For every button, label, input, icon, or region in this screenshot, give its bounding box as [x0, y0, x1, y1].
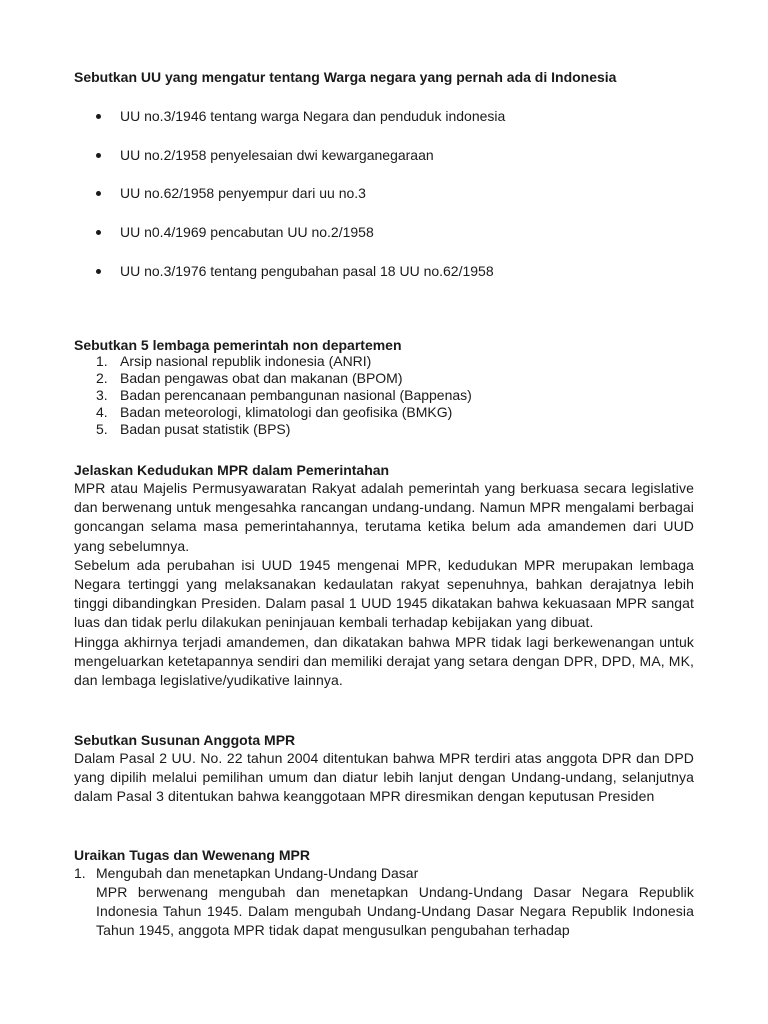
paragraph: Sebelum ada perubahan isi UUD 1945 mengenai MPR, kedudukan MPR merupakan lembaga Negara tertinggi yang melaksanakan kedaulatan rakyat sepenuhnya, bahkan derajatnya lebih tinggi dibandingkan Presiden. Dalam pasal 1 UUD 1945 dikatakan bahwa kekuasaan MPR sangat luas dan tidak perlu dilakukan peninjauan kembali terhadap kebijakan yang dibuat. — [74, 556, 694, 631]
section-heading-lembaga-non-departemen: Sebutkan 5 lembaga pemerintah non departemen — [74, 337, 402, 353]
body-text-susunan-anggota — [74, 749, 694, 807]
section-heading-kedudukan-mpr: Jelaskan Kedudukan MPR dalam Pemerintahan — [74, 462, 390, 478]
body-text-kedudukan-mpr — [74, 479, 694, 690]
paragraph: Hingga akhirnya terjadi amandemen, dan dikatakan bahwa MPR tidak lagi berkewenangan untuk mengeluarkan ketetapannya sendiri dan memiliki derajat yang setara dengan DPR, DPD, MA, MK, dan lembaga legislative/yudikative lainnya. — [74, 633, 694, 689]
paragraph: Dalam Pasal 2 UU. No. 22 tahun 2004 ditentukan bahwa MPR terdiri atas anggota DPR dan DPD yang dipilih melalui pemilihan umum dan diatur lebih lanjut dengan Undang-undang, selanjutnya dalam Pasal 3 ditentukan bahwa keanggotaan MPR diresmikan dengan keputusan Presiden — [74, 750, 694, 805]
paragraph: MPR atau Majelis Permusyawaratan Rakyat adalah pemerintah yang berkuasa secara legislative dan berwenang untuk mengesahka rancangan undang-undang. Namun MPR mengalami berbagai goncangan selama masa pemerintahannya, terutama ketika belum ada amandemen dari UUD yang sebelumnya. — [74, 480, 694, 554]
list-item-number: 1. — [74, 865, 86, 881]
bullet-icon — [96, 191, 101, 196]
section-heading-uu-kewarganegaraan: Sebutkan UU yang mengatur tentang Warga negara yang pernah ada di Indonesia — [74, 69, 617, 85]
bullet-icon — [96, 153, 101, 158]
section-heading-susunan-anggota: Sebutkan Susunan Anggota MPR — [74, 732, 296, 748]
bullet-icon — [96, 114, 101, 119]
list-item-title: Mengubah dan menetapkan Undang-Undang Dasar — [96, 865, 419, 881]
section-heading-tugas-wewenang: Uraikan Tugas dan Wewenang MPR — [74, 847, 310, 863]
bullet-icon — [96, 230, 101, 235]
document-page: Sebutkan UU yang mengatur tentang Warga negara yang pernah ada di Indonesia UU no.3/1946 tentang warga Negara dan penduduk indonesia UU no.2/1958 penyelesaian dwi kewarganegaraan UU no.62/1958 penyempur dari uu no.3 UU n0.4/1969 pencabutan UU no.2/1958 UU no.3/1976 tentang pengubahan pasal 18 UU no.62/1958 Sebutkan 5 lembaga pemerintah non departemen 1. Arsip nasional republik indonesia (ANRI) 2. Badan pengawas obat dan makanan (BPOM) 3. Badan perencanaan pembangunan nasional (Bappenas) 4. Badan meteorologi, klimatologi dan geofisika (BMKG) 5. Badan pusat statistik (BPS) Jelaskan Kedudukan MPR dalam Pemerintahan MPR atau Majelis Permusyawaratan Rakyat adalah pemerintah yang berkuasa secara legislative dan berwenang untuk mengesahka rancangan undang-undang. Namun MPR mengalami berbagai goncangan selama masa pemerintahannya, terutama ketika belum ada amandemen dari UUD yang sebelumnya. Sebelum ada perubahan isi UUD 1945 mengenai MPR, kedudukan MPR merupakan lembaga Negara tertinggi yang melaksanakan kedaulatan rakyat sepenuhnya, bahkan derajatnya lebih tinggi dibandingkan Presiden. Dalam pasal 1 UUD 1945 dikatakan bahwa kekuasaan MPR sangat luas dan tidak perlu dilakukan peninjauan kembali terhadap kebijakan yang dibuat. Hingga akhirnya terjadi amandemen, dan dikatakan bahwa MPR tidak lagi berkewenangan untuk mengeluarkan ketetapannya sendiri dan memiliki derajat yang setara dengan DPR, DPD, MA, MK, dan lembaga legislative/yudikative lainnya. Sebutkan Susunan Anggota MPR Dalam Pasal 2 UU. No. 22 tahun 2004 ditentukan bahwa MPR terdiri atas anggota DPR dan DPD yang dipilih melalui pemilihan umum dan diatur lebih lanjut dengan Undang-undang, selanjutnya dalam Pasal 3 ditentukan bahwa keanggotaan MPR diresmikan dengan keputusan Presiden Uraikan Tugas dan Wewenang MPR 1. Mengubah dan menetapkan Undang-Undang Dasar MPR berwenang mengubah dan menetapkan Undang-Undang Dasar Negara Republik Indonesia Tahun 1945. Dalam mengubah Undang-Undang Dasar Negara Republik Indonesia Tahun 1945, anggota MPR tidak dapat mengusulkan pengubahan terhadap — [0, 0, 768, 1024]
bullet-icon — [96, 269, 101, 274]
list-item-body: MPR berwenang mengubah dan menetapkan Undang-Undang Dasar Negara Republik Indonesia Tahun 1945. Dalam mengubah Undang-Undang Dasar Negara Republik Indonesia Tahun 1945, anggota MPR tidak dapat mengusulkan pengubahan terhadap — [96, 884, 694, 939]
